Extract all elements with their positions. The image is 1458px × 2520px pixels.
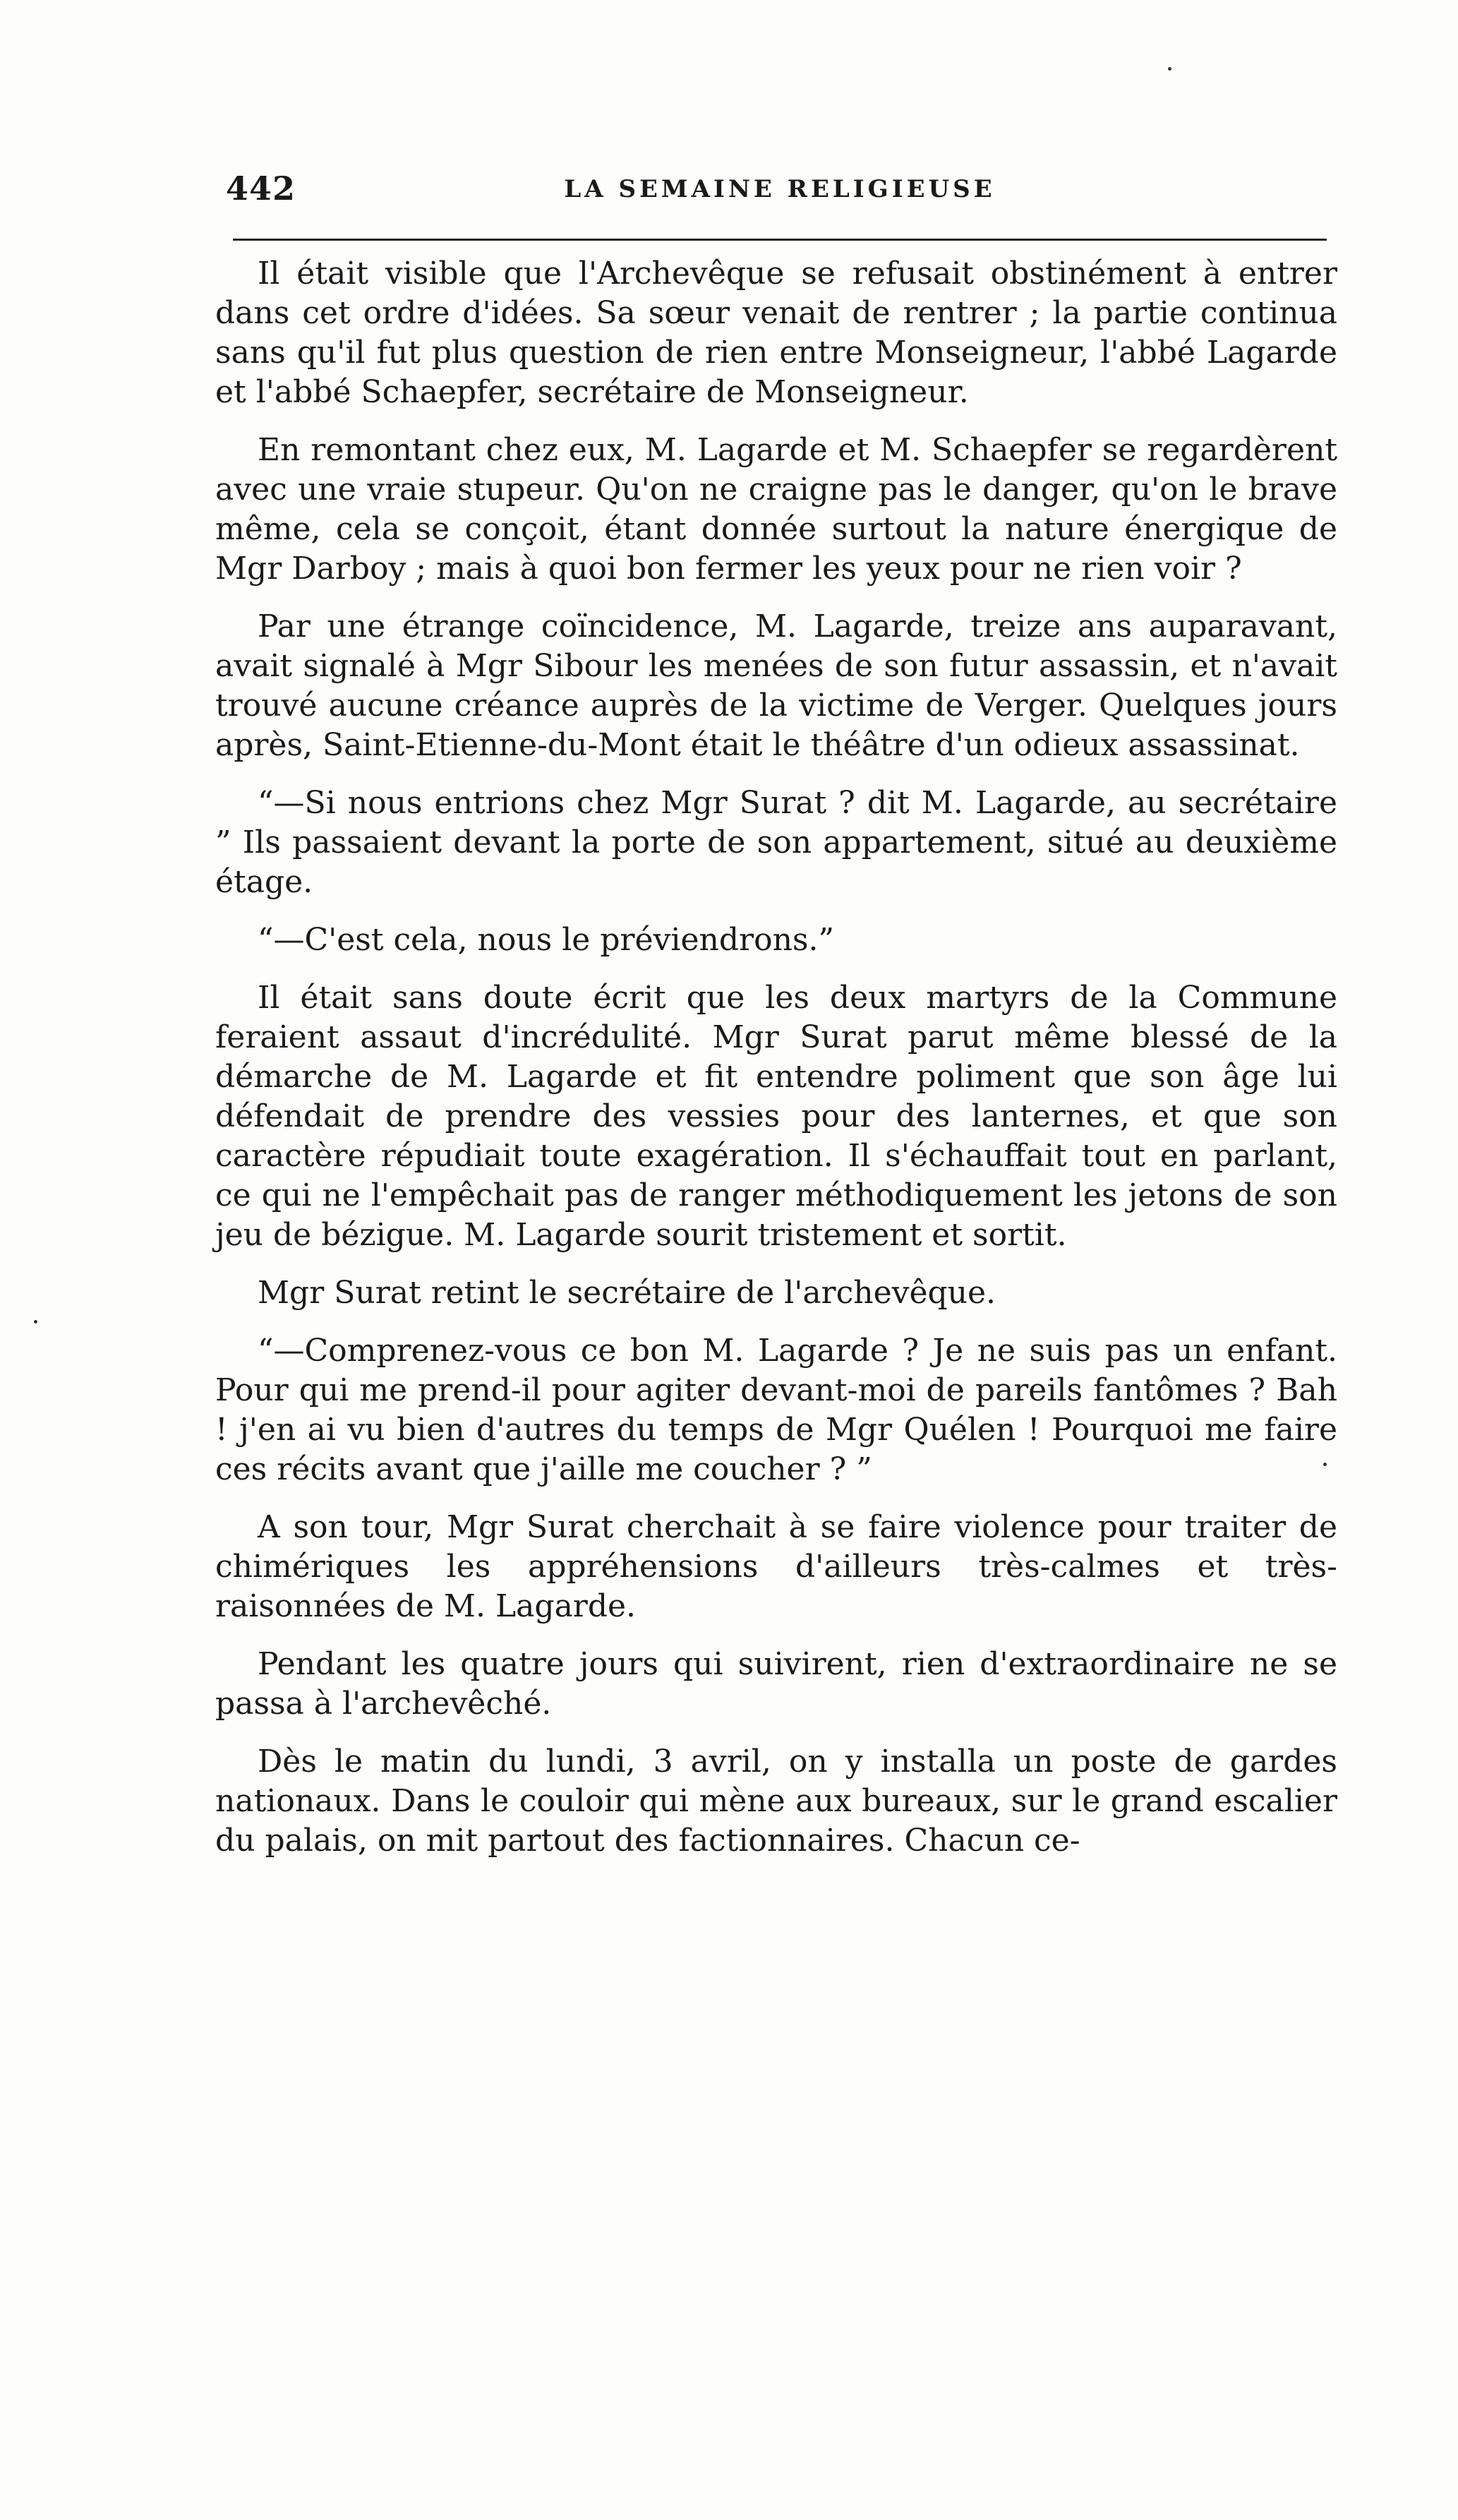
paragraph: Pendant les quatre jours qui suivirent, rien d'extraordinaire ne se passa à l'archevêché.: [215, 1646, 1337, 1722]
paragraph: “—Si nous entrions chez Mgr Surat ? dit M. Lagarde, au secrétaire ” Ils passaient devant la porte de son appartement, situé au deuxième étage.: [215, 785, 1337, 900]
header-rule: [233, 239, 1327, 241]
paper-speck: [34, 1320, 37, 1324]
paper-speck: [1323, 1463, 1327, 1466]
paper-speck: [1168, 67, 1171, 71]
body-text: [215, 254, 1337, 1861]
paragraph: En remontant chez eux, M. Lagarde et M. Schaepfer se regardèrent avec une vraie stupeur. Qu'on ne craigne pas le danger, qu'on le brave même, cela se conçoit, étant donnée surtout la nature énergique de Mgr Darboy ; mais à quoi bon fermer les yeux pour ne rien voir ?: [215, 432, 1337, 587]
paragraph: Dès le matin du lundi, 3 avril, on y installa un poste de gardes nationaux. Dans le couloir qui mène aux bureaux, sur le grand escalier du palais, on mit partout des factionnaires. Chacun ce-: [215, 1744, 1337, 1859]
paragraph: “—Comprenez-vous ce bon M. Lagarde ? Je ne suis pas un enfant. Pour qui me prend-il pour agiter devant-moi de pareils fantômes ? Bah ! j'en ai vu bien d'autres du temps de Mgr Quélen ! Pourquoi me faire ces récits avant que j'aille me coucher ? ”: [215, 1333, 1337, 1487]
paragraph: Par une étrange coïncidence, M. Lagarde, treize ans auparavant, avait signalé à Mgr Sibour les menées de son futur assassin, et n'avait trouvé aucune créance auprès de la victime de Verger. Quelques jours après, Saint-Etienne-du-Mont était le théâtre d'un odieux assassinat.: [215, 608, 1337, 763]
paragraph: Il était visible que l'Archevêque se refusait obstinément à entrer dans cet ordre d'idées. Sa sœur venait de rentrer ; la partie continua sans qu'il fut plus question de rien entre Monseigneur, l'abbé Lagarde et l'abbé Schaepfer, secrétaire de Monseigneur.: [215, 256, 1337, 410]
page-header: [226, 169, 1334, 212]
paragraph: “—C'est cela, nous le préviendrons.”: [258, 922, 834, 958]
paragraph: Mgr Surat retint le secrétaire de l'archevêque.: [258, 1275, 996, 1311]
running-title: LA SEMAINE RELIGIEUSE: [564, 175, 996, 203]
paragraph: Il était sans doute écrit que les deux martyrs de la Commune feraient assaut d'incrédulité. Mgr Surat parut même blessé de la démarche de M. Lagarde et fit entendre poliment que son âge lui défendait de prendre des vessies pour des lanternes, et que son caractère répudiait toute exagération. Il s'échauffait tout en parlant, ce qui ne l'empêchait pas de ranger méthodiquement les jetons de son jeu de bézigue. M. Lagarde sourit tristement et sortit.: [215, 980, 1337, 1253]
paragraph: A son tour, Mgr Surat cherchait à se faire violence pour traiter de chimériques les appréhensions d'ailleurs très-calmes et très-raisonnées de M. Lagarde.: [215, 1509, 1337, 1624]
page-number: 442: [226, 169, 296, 208]
